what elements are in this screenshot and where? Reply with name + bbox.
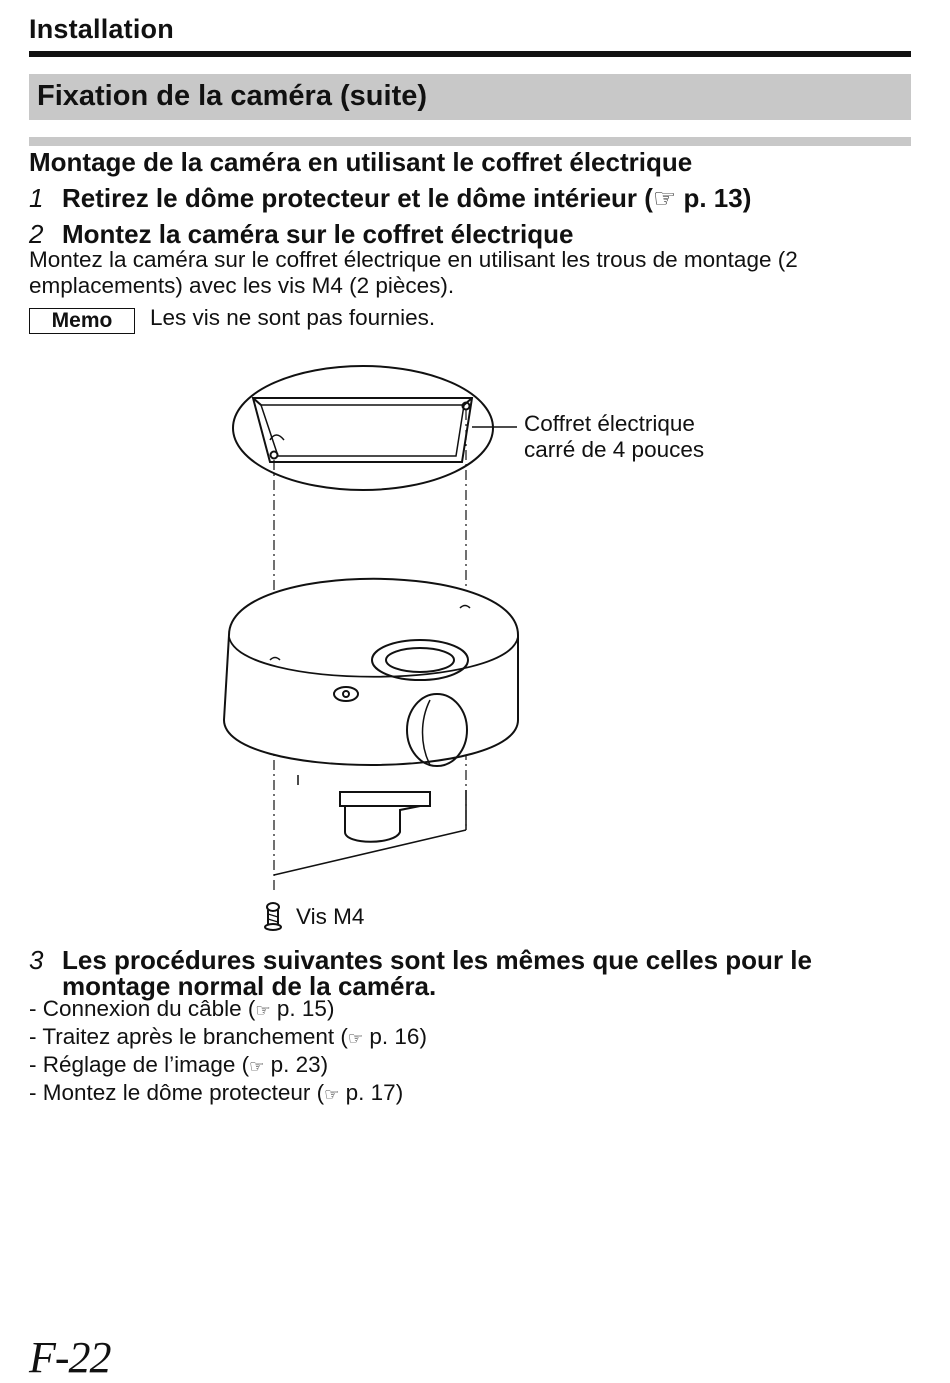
step-2-number: 2 bbox=[29, 219, 44, 249]
camera-housing bbox=[224, 579, 518, 765]
pointing-hand-icon: ☞ bbox=[324, 1085, 340, 1104]
subheading: Montage de la caméra en utilisant le coffret électrique bbox=[29, 147, 693, 177]
list-item-text: - Montez le dôme protecteur ( bbox=[29, 1080, 325, 1105]
memo-text: Les vis ne sont pas fournies. bbox=[150, 305, 436, 330]
label-electrical-box-line1: Coffret électrique bbox=[524, 411, 695, 436]
list-item-ref: p. 23) bbox=[270, 1052, 329, 1077]
list-item bbox=[29, 1080, 427, 1108]
step-2-body: Montez la caméra sur le coffret électrique en utilisant les trous de montage (2 emplacements) avec les vis M4 (2 pièces). bbox=[29, 247, 798, 298]
step-1-text: Retirez le dôme protecteur et le dôme intérieur (☞ p. 13) bbox=[62, 183, 752, 213]
memo-box: Memo bbox=[29, 308, 135, 334]
section-label: Installation bbox=[29, 14, 174, 44]
label-electrical-box bbox=[524, 411, 704, 463]
list-item bbox=[29, 996, 427, 1024]
page-title: Fixation de la caméra (suite) bbox=[37, 80, 428, 112]
procedure-list bbox=[29, 996, 427, 1108]
list-item-text: - Traitez après le branchement ( bbox=[29, 1024, 348, 1049]
pointing-hand-icon: ☞ bbox=[249, 1057, 265, 1076]
label-screw: Vis M4 bbox=[296, 904, 365, 929]
list-item bbox=[29, 1052, 427, 1080]
electrical-box-icon bbox=[253, 398, 472, 462]
list-item-ref: p. 15) bbox=[276, 996, 335, 1021]
screw-icon bbox=[265, 903, 281, 930]
list-item-ref: p. 16) bbox=[369, 1024, 427, 1049]
step-1-number: 1 bbox=[29, 183, 44, 213]
pointing-hand-icon: ☞ bbox=[347, 1029, 364, 1048]
list-item bbox=[29, 1024, 427, 1052]
step-2-text: Montez la caméra sur le coffret électrique bbox=[62, 219, 574, 249]
pointing-hand-icon: ☞ bbox=[255, 1001, 271, 1020]
list-item-ref: p. 17) bbox=[345, 1080, 404, 1105]
list-item-text: - Réglage de l’image ( bbox=[29, 1052, 250, 1077]
page-number: F-22 bbox=[29, 1333, 111, 1382]
step-3-number: 3 bbox=[29, 945, 44, 975]
step-3-text: Les procédures suivantes sont les mêmes que celles pour le montage normal de la caméra. bbox=[62, 945, 812, 1001]
list-item-text: - Connexion du câble ( bbox=[29, 996, 256, 1021]
label-electrical-box-line2: carré de 4 pouces bbox=[524, 437, 705, 462]
